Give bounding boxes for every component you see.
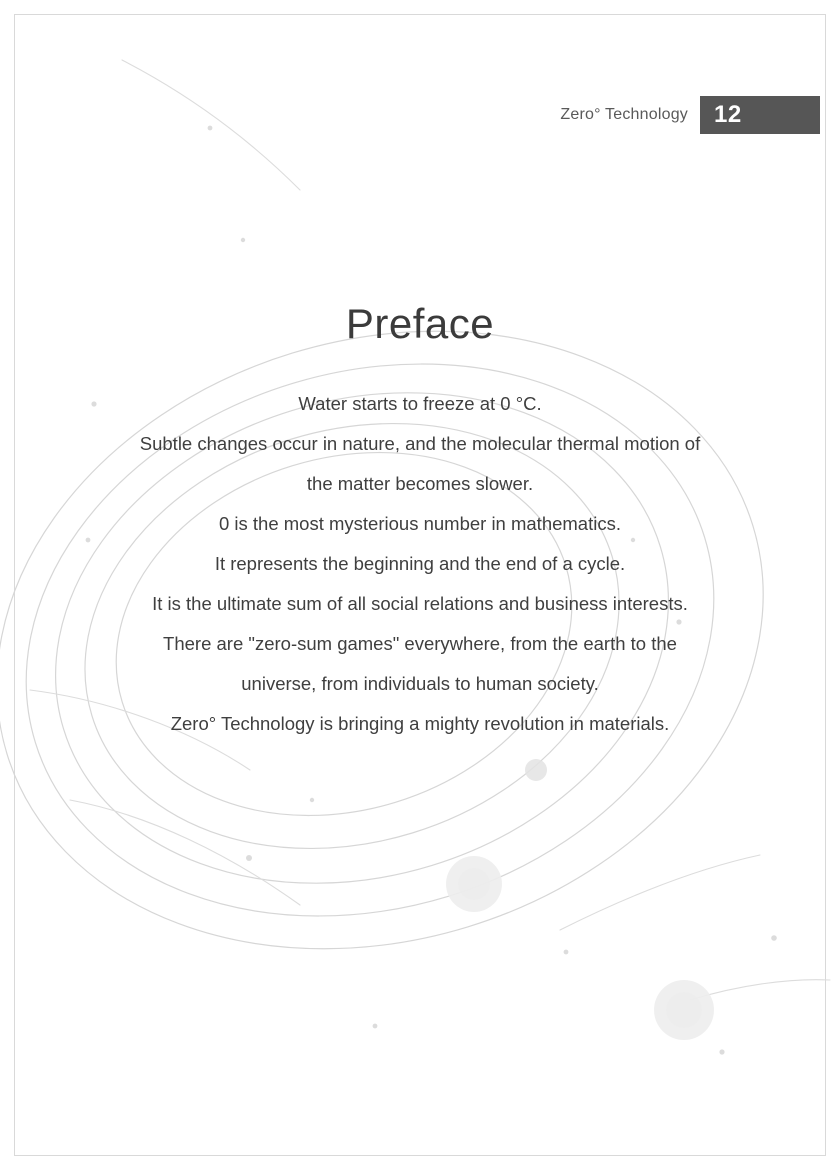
body-line: It represents the beginning and the end of a cycle.: [214, 553, 626, 574]
page-header: [560, 96, 820, 134]
body-line: 0 is the most mysterious number in mathematics.: [218, 513, 621, 534]
body-line: the matter becomes slower.: [306, 473, 534, 494]
page-number-badge: 12: [700, 96, 820, 134]
page-title: Preface: [345, 300, 495, 347]
body-line: Subtle changes occur in nature, and the molecular thermal motion of: [139, 433, 701, 454]
page-content: [60, 300, 780, 744]
body-line: There are "zero-sum games" everywhere, from the earth to the: [163, 633, 677, 654]
body-line: universe, from individuals to human society.: [241, 673, 599, 694]
body-line: Water starts to freeze at 0 °C.: [298, 393, 542, 414]
header-title: Zero° Technology: [560, 106, 688, 123]
preface-body: [60, 384, 780, 744]
body-line: It is the ultimate sum of all social relations and business interests.: [152, 593, 688, 614]
body-line: Zero° Technology is bringing a mighty revolution in materials.: [170, 713, 670, 734]
